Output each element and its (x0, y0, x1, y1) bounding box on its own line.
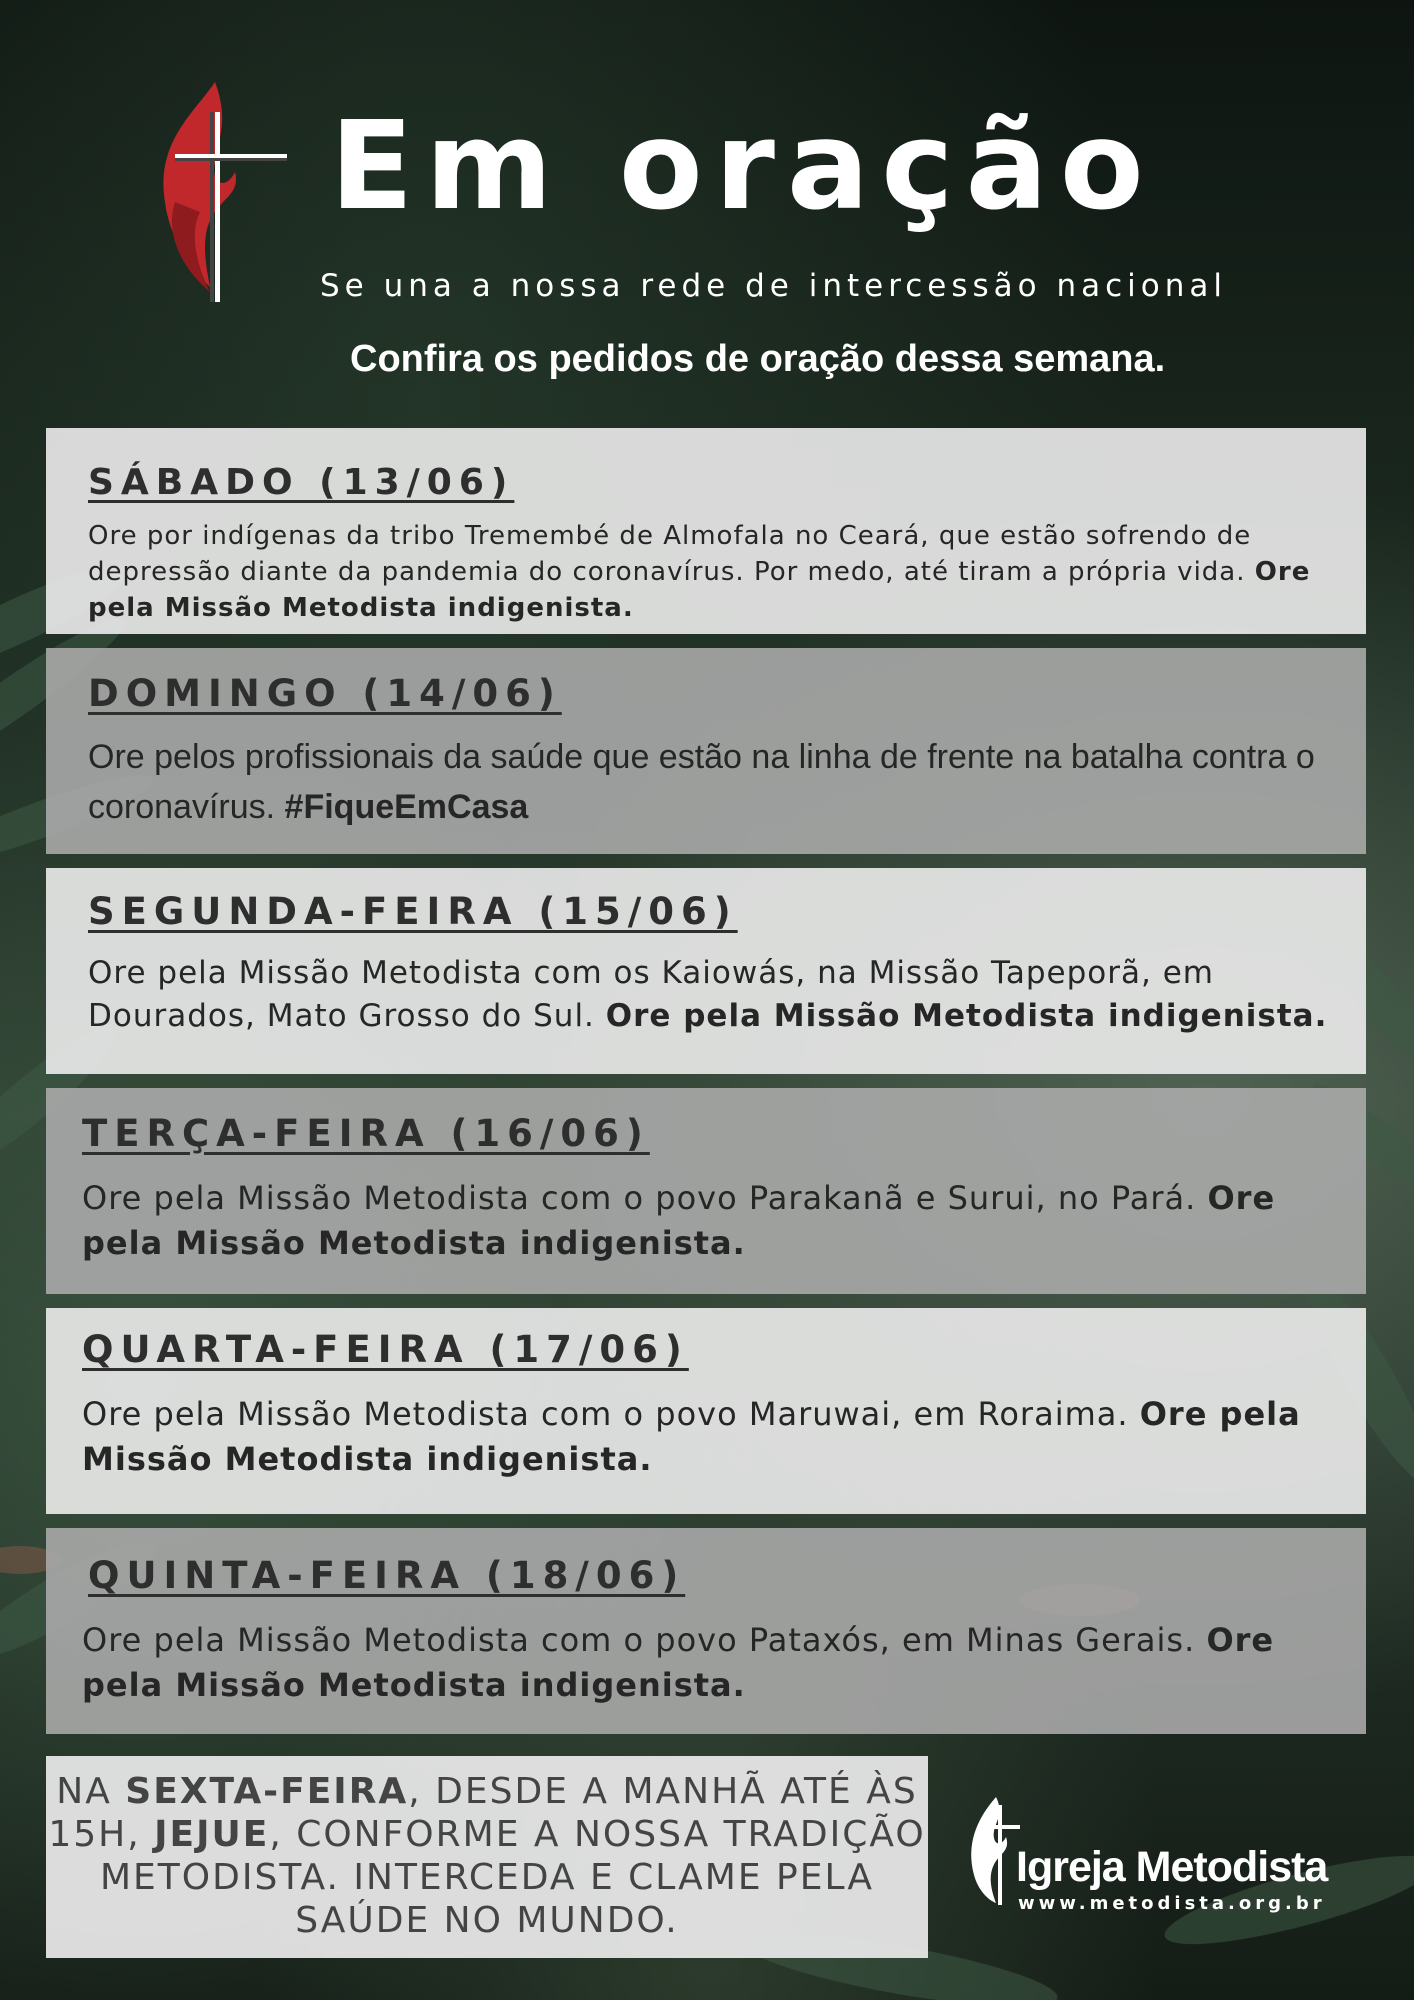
day-title: DOMINGO (14/06) (88, 672, 562, 715)
intro-text: Confira os pedidos de oração dessa semana. (350, 338, 1166, 380)
brand-url: www.metodista.org.br (1018, 1893, 1326, 1914)
day-title: SEGUNDA-FEIRA (15/06) (88, 890, 738, 933)
day-text (88, 952, 1358, 1038)
day-title: QUINTA-FEIRA (18/06) (88, 1554, 686, 1597)
prayer-card-thursday (46, 1528, 1366, 1734)
day-text-regular: Ore pela Missão Metodista com o povo Parakanã e Surui, no Pará. (82, 1179, 1197, 1217)
prayer-card-sunday (46, 648, 1366, 854)
prayer-card-monday (46, 868, 1366, 1074)
day-text (82, 1176, 1352, 1266)
day-text (88, 732, 1348, 832)
fasting-note-box (46, 1756, 928, 1958)
day-text-bold: Ore pela Missão Metodista indigenista. (82, 1621, 1275, 1704)
day-text-bold: Ore pela Missão Metodista indigenista. (605, 998, 1328, 1034)
day-text-bold: Ore pela Missão Metodista indigenista. (88, 557, 1311, 623)
day-text (82, 1392, 1352, 1482)
day-title: TERÇA-FEIRA (16/06) (82, 1112, 650, 1155)
day-text-regular: Ore pelos profissionais da saúde que estão na linha de frente na batalha contra o coronavírus. (88, 738, 1315, 826)
fasting-text-part: NA (56, 1771, 112, 1812)
day-text-regular: Ore por indígenas da tribo Tremembé de Almofala no Ceará, que estão sofrendo de depressão diante da pandemia do coronavírus. Por medo, até tiram a própria vida. (88, 521, 1252, 587)
cross-and-flame-icon (155, 82, 290, 304)
brand-name: Igreja Metodista (1016, 1843, 1328, 1891)
day-text (82, 1618, 1357, 1708)
fasting-text-part: , DESDE A MANHÃ ATÉ ÀS 15H, (48, 1771, 918, 1855)
cross-and-flame-icon (966, 1795, 1022, 1905)
day-title: SÁBADO (13/06) (88, 462, 515, 503)
day-title: QUARTA-FEIRA (17/06) (82, 1328, 689, 1371)
day-text-regular: Ore pela Missão Metodista com o povo Maruwai, em Roraima. (82, 1395, 1129, 1433)
day-text-bold: Ore pela Missão Metodista indigenista. (82, 1179, 1276, 1262)
prayer-card-wednesday (46, 1308, 1366, 1514)
page-subtitle: Se una a nossa rede de intercessão nacional (320, 268, 1228, 304)
prayer-card-tuesday (46, 1088, 1366, 1294)
page-title: Em oração (330, 95, 1156, 237)
prayer-card-saturday (46, 428, 1366, 634)
fasting-text-part: , CONFORME A NOSSA TRADIÇÃO METODISTA. INTERCEDA E CLAME PELA SAÚDE NO MUNDO. (100, 1814, 926, 1941)
day-text-bold: Ore pela Missão Metodista indigenista. (82, 1395, 1301, 1478)
day-text-regular: Ore pela Missão Metodista com os Kaiowás, na Missão Tapeporã, em Dourados, Mato Grosso do Sul. (88, 955, 1214, 1034)
day-text-regular: Ore pela Missão Metodista com o povo Pataxós, em Minas Gerais. (82, 1621, 1196, 1659)
fasting-text-bold: SEXTA-FEIRA (125, 1771, 409, 1812)
fasting-note-text (46, 1770, 928, 1942)
day-text-bold: #FiqueEmCasa (284, 788, 529, 826)
igreja-metodista-logo (966, 1795, 1366, 1914)
fasting-text-bold: JEJUE (154, 1814, 270, 1855)
day-text (88, 518, 1338, 626)
